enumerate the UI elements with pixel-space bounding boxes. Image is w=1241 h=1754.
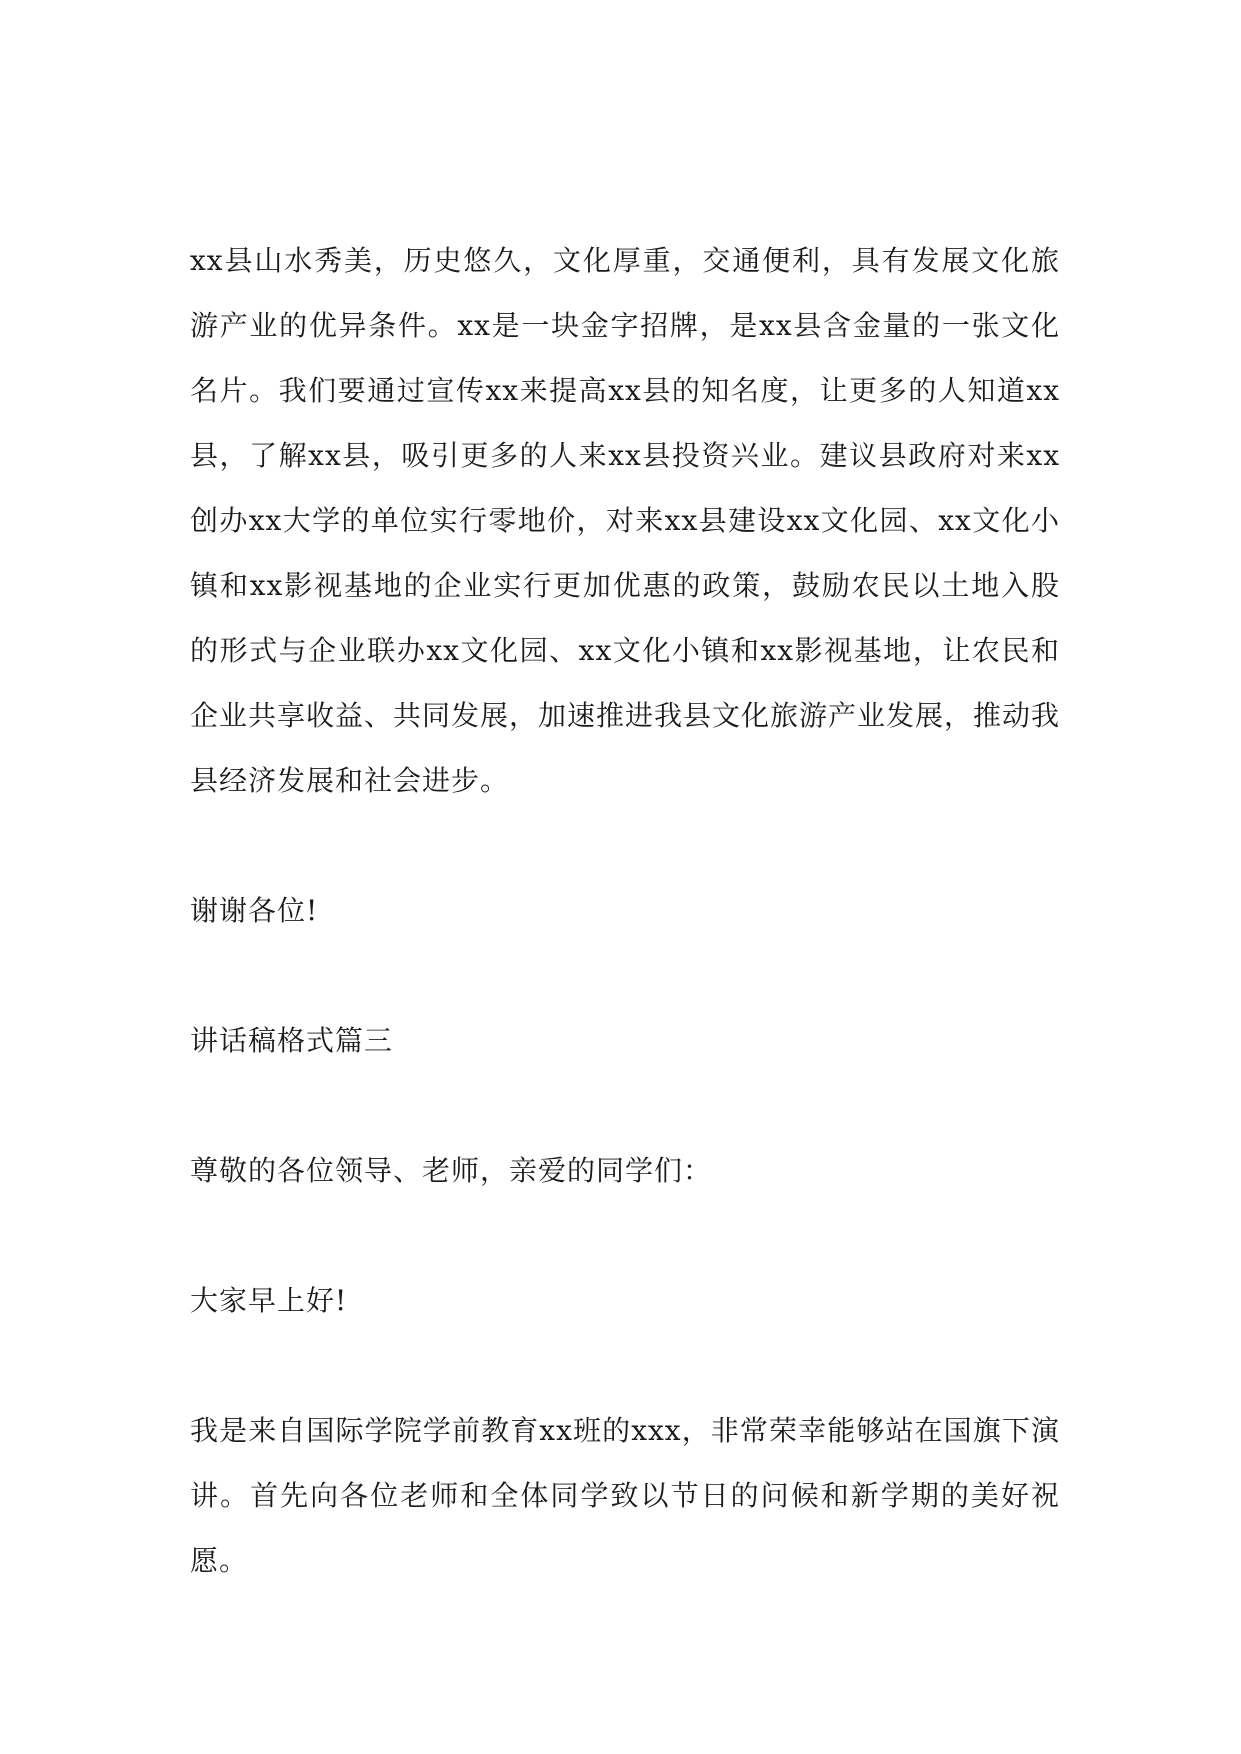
document-body: [190, 228, 1060, 1593]
paragraph-thanks: 谢谢各位!: [190, 894, 319, 927]
paragraph-introduction: 我是来自国际学院学前教育xx班的xxx，非常荣幸能够站在国旗下演讲。首先向各位老师和全体同学致以节日的问候和新学期的美好祝愿。: [190, 1414, 1060, 1577]
paragraph-salutation: 尊敬的各位领导、老师，亲爱的同学们：: [190, 1154, 713, 1187]
paragraph-culture-tourism: xx县山水秀美，历史悠久，文化厚重，交通便利，具有发展文化旅游产业的优异条件。xx是一块金字招牌，是xx县含金量的一张文化名片。我们要通过宣传xx来提高xx县的知名度，让更多的人知道xx县，了解xx县，吸引更多的人来xx县投资兴业。建议县政府对来xx创办xx大学的单位实行零地价，对来xx县建设xx文化园、xx文化小镇和xx影视基地的企业实行更加优惠的政策，鼓励农民以土地入股的形式与企业联办xx文化园、xx文化小镇和xx影视基地，让农民和企业共享收益、共同发展，加速推进我县文化旅游产业发展，推动我县经济发展和社会进步。: [190, 244, 1061, 797]
section-heading: 讲话稿格式篇三: [190, 1024, 394, 1057]
paragraph-greeting: 大家早上好!: [190, 1284, 348, 1317]
